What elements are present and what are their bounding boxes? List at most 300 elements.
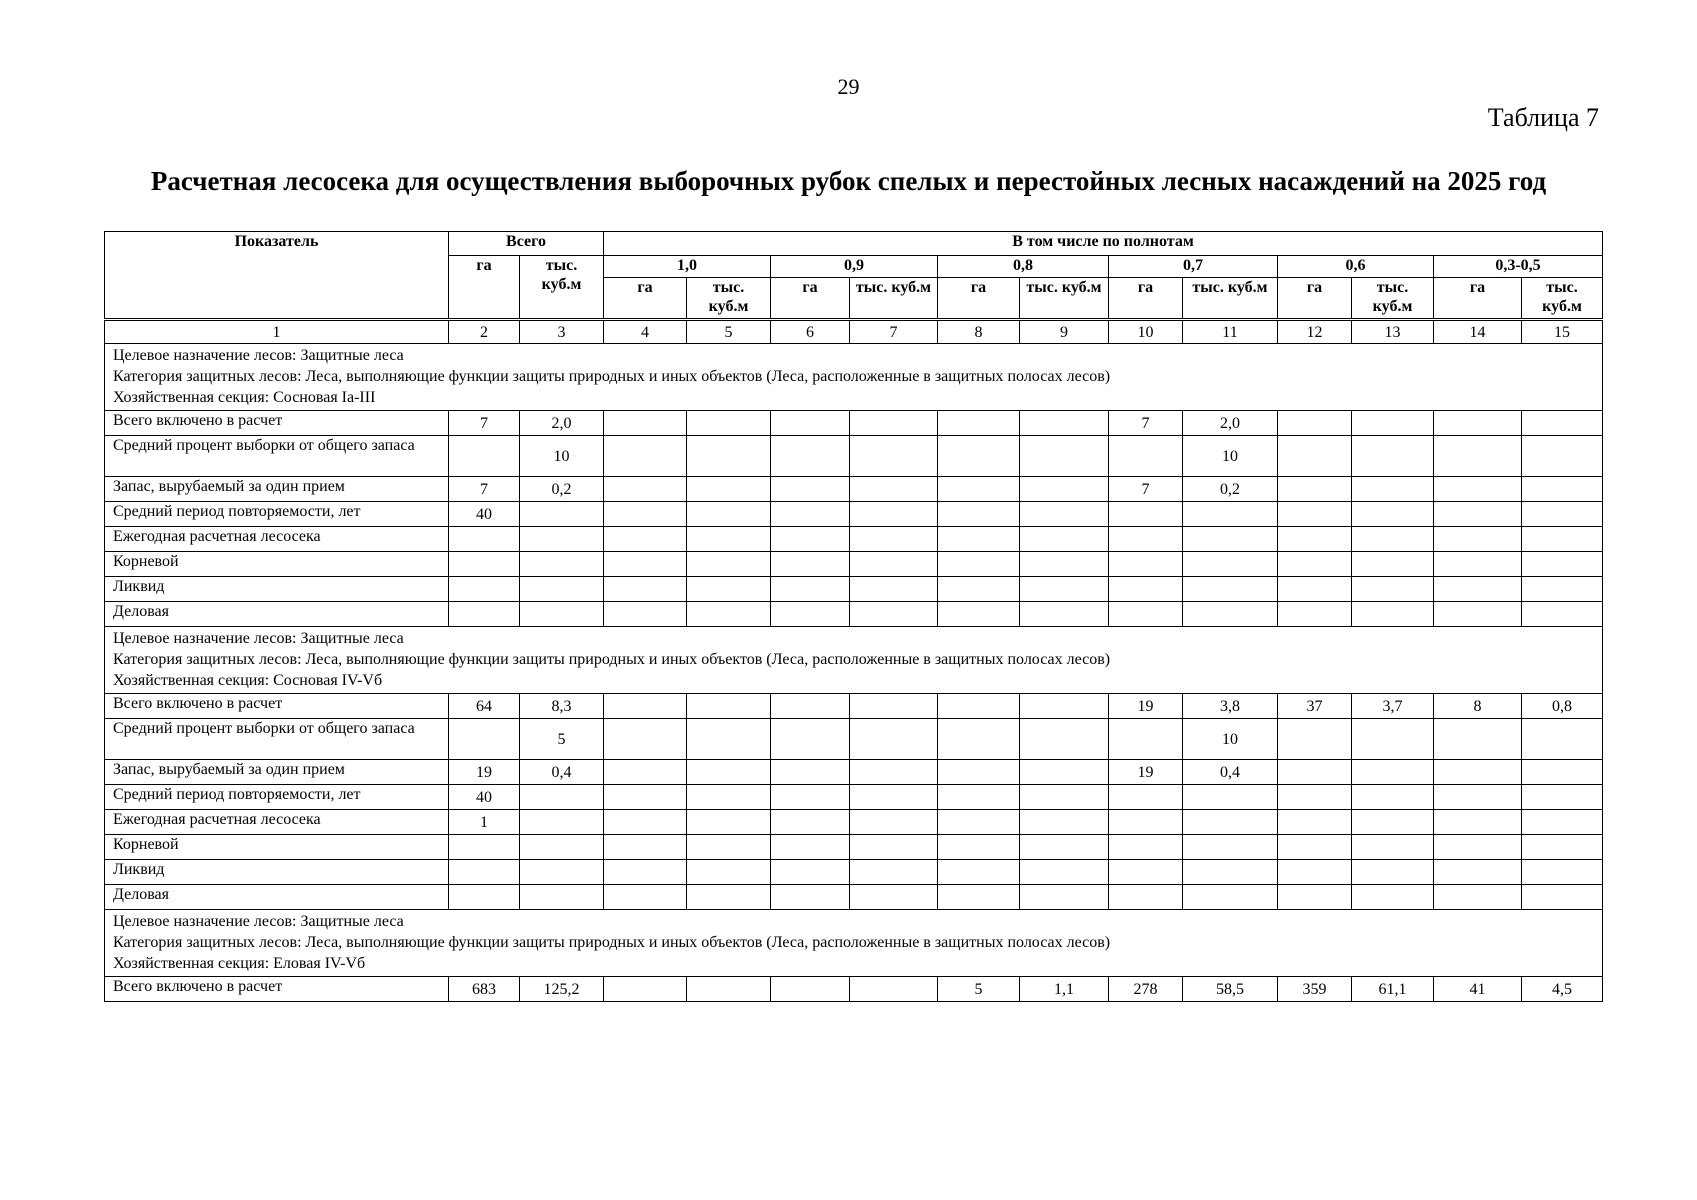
row-label: Средний процент выборки от общего запаса [105,436,449,477]
column-number-row [105,320,1603,344]
table-cell [604,977,687,1002]
table-cell [938,760,1020,785]
table-cell [1020,760,1109,785]
table-cell: 278 [1109,977,1183,1002]
section-category: Категория защитных лесов: Леса, выполняющие функции защиты природных и иных объектов (Леса, расположенные в защитных полосах лесов) [113,934,1111,951]
table-cell: 7 [449,477,520,502]
table-cell: 2,0 [520,411,604,436]
table-cell [520,502,604,527]
table-cell [687,835,771,860]
table-cell: 64 [449,694,520,719]
table-cell [1183,785,1278,810]
table-cell [520,552,604,577]
table-cell [1109,502,1183,527]
table-cell [850,602,938,627]
table-cell [687,502,771,527]
table-cell [1109,785,1183,810]
table-cell [1434,436,1522,477]
table-cell [771,694,850,719]
table-cell [1352,835,1434,860]
table-cell [604,860,687,885]
header-unit-m3: тыс. куб.м [1020,278,1109,320]
table-cell: 359 [1278,977,1352,1002]
table-cell [1278,527,1352,552]
header-total-ha: га [449,256,520,320]
table-cell [1434,760,1522,785]
table-cell [938,502,1020,527]
table-cell [1278,810,1352,835]
table-cell [1278,860,1352,885]
table-cell [1183,885,1278,910]
table-cell: 3,8 [1183,694,1278,719]
table-cell [1278,760,1352,785]
table-cell [771,477,850,502]
table-row [105,860,1603,885]
table-cell [1434,527,1522,552]
table-cell [1109,885,1183,910]
table-cell [449,577,520,602]
table-cell [1352,602,1434,627]
table-cell [1522,602,1603,627]
table-cell [771,602,850,627]
column-number: 6 [771,320,850,344]
column-number: 8 [938,320,1020,344]
table-cell [604,785,687,810]
table-cell [687,552,771,577]
table-row [105,719,1603,760]
table-cell [1183,502,1278,527]
table-cell [1183,552,1278,577]
column-number: 11 [1183,320,1278,344]
table-cell [520,577,604,602]
table-cell [938,810,1020,835]
table-cell [1434,502,1522,527]
table-cell [520,785,604,810]
table-row [105,477,1603,502]
table-cell: 61,1 [1352,977,1434,1002]
header-unit-m3: тыс. куб.м [1352,278,1434,320]
table-cell [1278,602,1352,627]
table-cell [1109,552,1183,577]
table-cell [604,527,687,552]
table-cell [687,885,771,910]
table-cell: 3,7 [1352,694,1434,719]
header-unit-m3: тыс. куб.м [1183,278,1278,320]
section-purpose: Целевое назначение лесов: Защитные леса [113,913,404,930]
table-cell [771,785,850,810]
table-cell: 5 [520,719,604,760]
table-cell [850,436,938,477]
section-section: Хозяйственная секция: Еловая IV-Vб [113,955,366,972]
table-cell [687,602,771,627]
table-cell [604,552,687,577]
table-cell [850,977,938,1002]
table-cell [1020,835,1109,860]
table-cell [449,436,520,477]
table-cell [1109,577,1183,602]
table-cell: 10 [1183,436,1278,477]
table-row [105,436,1603,477]
table-cell [771,411,850,436]
table-cell [604,694,687,719]
table-cell [771,760,850,785]
table-cell [1352,785,1434,810]
header-unit-ha: га [938,278,1020,320]
table-label: Таблица 7 [1487,103,1599,132]
column-number: 14 [1434,320,1522,344]
table-cell [771,577,850,602]
table-header [105,232,1603,320]
table-cell: 1 [449,810,520,835]
page-number: 29 [837,74,860,99]
allowable-cut-table [104,231,1603,1002]
table-row [105,411,1603,436]
table-cell [1020,552,1109,577]
row-label: Ликвид [105,577,449,602]
table-cell [1109,602,1183,627]
table-cell: 1,1 [1020,977,1109,1002]
table-cell [687,860,771,885]
table-cell [1183,577,1278,602]
table-cell: 10 [520,436,604,477]
header-unit-ha: га [1278,278,1352,320]
table-cell [1352,885,1434,910]
table-cell [1183,810,1278,835]
table-row [105,835,1603,860]
table-cell [604,577,687,602]
table-cell [1278,885,1352,910]
table-cell [604,835,687,860]
header-total: Всего [449,232,604,256]
column-number: 15 [1522,320,1603,344]
table-cell [1522,552,1603,577]
table-cell: 0,8 [1522,694,1603,719]
row-label: Всего включено в расчет [105,411,449,436]
table-cell [850,860,938,885]
table-cell [520,885,604,910]
table-cell: 7 [449,411,520,436]
table-cell [1522,835,1603,860]
column-number: 1 [105,320,449,344]
table-cell: 58,5 [1183,977,1278,1002]
table-cell [520,860,604,885]
table-cell [1020,694,1109,719]
table-cell [1278,436,1352,477]
table-cell [938,411,1020,436]
header-unit-m3: тыс. куб.м [850,278,938,320]
table-cell [850,477,938,502]
row-label: Всего включено в расчет [105,694,449,719]
table-cell [1183,602,1278,627]
document-title: Расчетная лесосека для осуществления выборочных рубок спелых и перестойных лесных насаждений на 2025 год [150,166,1547,196]
column-number: 3 [520,320,604,344]
table-cell [1020,719,1109,760]
table-cell [604,477,687,502]
table-row [105,760,1603,785]
table-cell [1352,860,1434,885]
header-density: 0,8 [938,256,1109,278]
header-by-density: В том числе по полнотам [604,232,1603,256]
table-cell [771,885,850,910]
table-row [105,577,1603,602]
column-number: 12 [1278,320,1352,344]
section-category: Категория защитных лесов: Леса, выполняющие функции защиты природных и иных объектов (Леса, расположенные в защитных полосах лесов) [113,368,1111,385]
table-cell [687,477,771,502]
table-cell [1109,860,1183,885]
table-cell: 19 [449,760,520,785]
table-body [105,320,1603,1002]
table-row [105,810,1603,835]
table-cell: 40 [449,502,520,527]
table-cell: 125,2 [520,977,604,1002]
table-cell [938,527,1020,552]
table-cell [604,436,687,477]
table-cell [1020,577,1109,602]
column-number: 4 [604,320,687,344]
table-cell [850,527,938,552]
table-cell [1522,477,1603,502]
table-cell [1020,477,1109,502]
table-cell [1434,411,1522,436]
table-cell [850,885,938,910]
column-number: 13 [1352,320,1434,344]
row-label: Средний период повторяемости, лет [105,502,449,527]
table-cell [1434,810,1522,835]
table-cell [1352,577,1434,602]
header-indicator: Показатель [105,232,449,320]
table-cell [604,810,687,835]
row-label: Корневой [105,552,449,577]
table-cell [604,502,687,527]
table-cell [687,436,771,477]
table-cell [687,785,771,810]
table-cell [850,411,938,436]
table-cell [449,527,520,552]
table-cell [771,527,850,552]
table-cell [1183,835,1278,860]
table-cell [687,760,771,785]
table-cell [449,602,520,627]
row-label: Деловая [105,602,449,627]
table-cell [1522,860,1603,885]
table-cell [1020,411,1109,436]
table-row [105,785,1603,810]
table-cell: 683 [449,977,520,1002]
table-cell: 2,0 [1183,411,1278,436]
table-cell [687,810,771,835]
table-cell: 4,5 [1522,977,1603,1002]
table-cell [938,694,1020,719]
row-label: Средний период повторяемости, лет [105,785,449,810]
table-cell [1020,527,1109,552]
header-unit-ha: га [1109,278,1183,320]
table-cell [938,552,1020,577]
table-cell [1352,411,1434,436]
table-cell [1352,552,1434,577]
table-cell [687,694,771,719]
table-cell [520,835,604,860]
column-number: 5 [687,320,771,344]
table-cell [520,810,604,835]
table-row [105,502,1603,527]
header-unit-ha: га [1434,278,1522,320]
table-cell: 5 [938,977,1020,1002]
table-cell [938,885,1020,910]
table-cell [1434,885,1522,910]
table-cell [1434,602,1522,627]
row-label: Запас, вырубаемый за один прием [105,477,449,502]
table-cell [1109,719,1183,760]
table-cell [771,552,850,577]
column-number: 2 [449,320,520,344]
table-cell [1183,527,1278,552]
table-cell [449,835,520,860]
table-cell [1020,885,1109,910]
table-cell [1109,835,1183,860]
table-cell [1278,552,1352,577]
table-cell: 41 [1434,977,1522,1002]
section-header [105,910,1603,977]
table-cell: 19 [1109,694,1183,719]
table-cell: 0,2 [520,477,604,502]
table-cell [938,477,1020,502]
table-cell: 19 [1109,760,1183,785]
table-cell [1278,835,1352,860]
table-cell [850,552,938,577]
table-cell [771,977,850,1002]
table-cell [771,436,850,477]
table-cell: 7 [1109,477,1183,502]
row-label: Деловая [105,885,449,910]
table-cell [771,860,850,885]
table-cell [1434,785,1522,810]
table-cell [850,577,938,602]
table-cell [1434,477,1522,502]
table-row [105,694,1603,719]
column-number: 9 [1020,320,1109,344]
section-header-row [105,910,1603,977]
table-cell [1522,436,1603,477]
table-cell [449,552,520,577]
header-unit-m3: тыс. куб.м [687,278,771,320]
table-cell [1522,885,1603,910]
table-cell [1183,860,1278,885]
table-cell [604,719,687,760]
table-cell [1522,502,1603,527]
table-cell [1109,527,1183,552]
table-cell: 0,2 [1183,477,1278,502]
table-cell: 40 [449,785,520,810]
table-cell [1522,719,1603,760]
table-cell [687,577,771,602]
table-cell: 10 [1183,719,1278,760]
table-cell [1434,835,1522,860]
table-cell [1278,785,1352,810]
table-cell [687,719,771,760]
table-cell [850,810,938,835]
table-cell [1522,760,1603,785]
section-section: Хозяйственная секция: Сосновая Ia-III [113,389,376,406]
header-total-m3: тыс. куб.м [520,256,604,320]
header-unit-m3: тыс. куб.м [1522,278,1603,320]
table-cell [1352,502,1434,527]
table-cell [1020,502,1109,527]
section-section: Хозяйственная секция: Сосновая IV-Vб [113,672,383,689]
table-cell [449,860,520,885]
table-cell [1278,577,1352,602]
row-label: Ликвид [105,860,449,885]
table-cell [1109,436,1183,477]
table-cell [938,835,1020,860]
table-cell [1020,810,1109,835]
table-cell [1522,785,1603,810]
table-row [105,527,1603,552]
column-number: 7 [850,320,938,344]
section-header [105,627,1603,694]
table-cell [604,760,687,785]
section-purpose: Целевое назначение лесов: Защитные леса [113,630,404,647]
table-cell [1352,810,1434,835]
table-cell [1278,477,1352,502]
table-cell: 8 [1434,694,1522,719]
row-label: Ежегодная расчетная лесосека [105,527,449,552]
table-cell: 0,4 [520,760,604,785]
table-cell [1522,527,1603,552]
header-density: 0,7 [1109,256,1278,278]
table-row [105,977,1603,1002]
table-cell: 7 [1109,411,1183,436]
table-cell [1020,785,1109,810]
table-cell [771,502,850,527]
table-cell [1109,810,1183,835]
section-header-row [105,627,1603,694]
header-density: 1,0 [604,256,771,278]
table-cell [938,577,1020,602]
table-cell [449,719,520,760]
table-cell [850,785,938,810]
table-row [105,885,1603,910]
table-row [105,552,1603,577]
table-cell [771,719,850,760]
table-cell [1434,860,1522,885]
table-cell [687,527,771,552]
table-cell [1020,860,1109,885]
header-unit-ha: га [771,278,850,320]
section-category: Категория защитных лесов: Леса, выполняющие функции защиты природных и иных объектов (Леса, расположенные в защитных полосах лесов) [113,651,1111,668]
table-row [105,602,1603,627]
table-cell [850,760,938,785]
table-cell [938,436,1020,477]
row-label: Всего включено в расчет [105,977,449,1002]
table-cell [938,602,1020,627]
table-cell [850,835,938,860]
table-cell [1434,719,1522,760]
row-label: Запас, вырубаемый за один прием [105,760,449,785]
column-number: 10 [1109,320,1183,344]
table-cell [604,411,687,436]
table-cell: 8,3 [520,694,604,719]
table-cell [1522,810,1603,835]
header-unit-ha: га [604,278,687,320]
table-cell [938,860,1020,885]
table-cell [1278,719,1352,760]
table-cell [520,602,604,627]
table-cell [604,885,687,910]
table-cell [850,502,938,527]
section-header [105,344,1603,411]
table-cell [1522,577,1603,602]
table-cell [1278,411,1352,436]
